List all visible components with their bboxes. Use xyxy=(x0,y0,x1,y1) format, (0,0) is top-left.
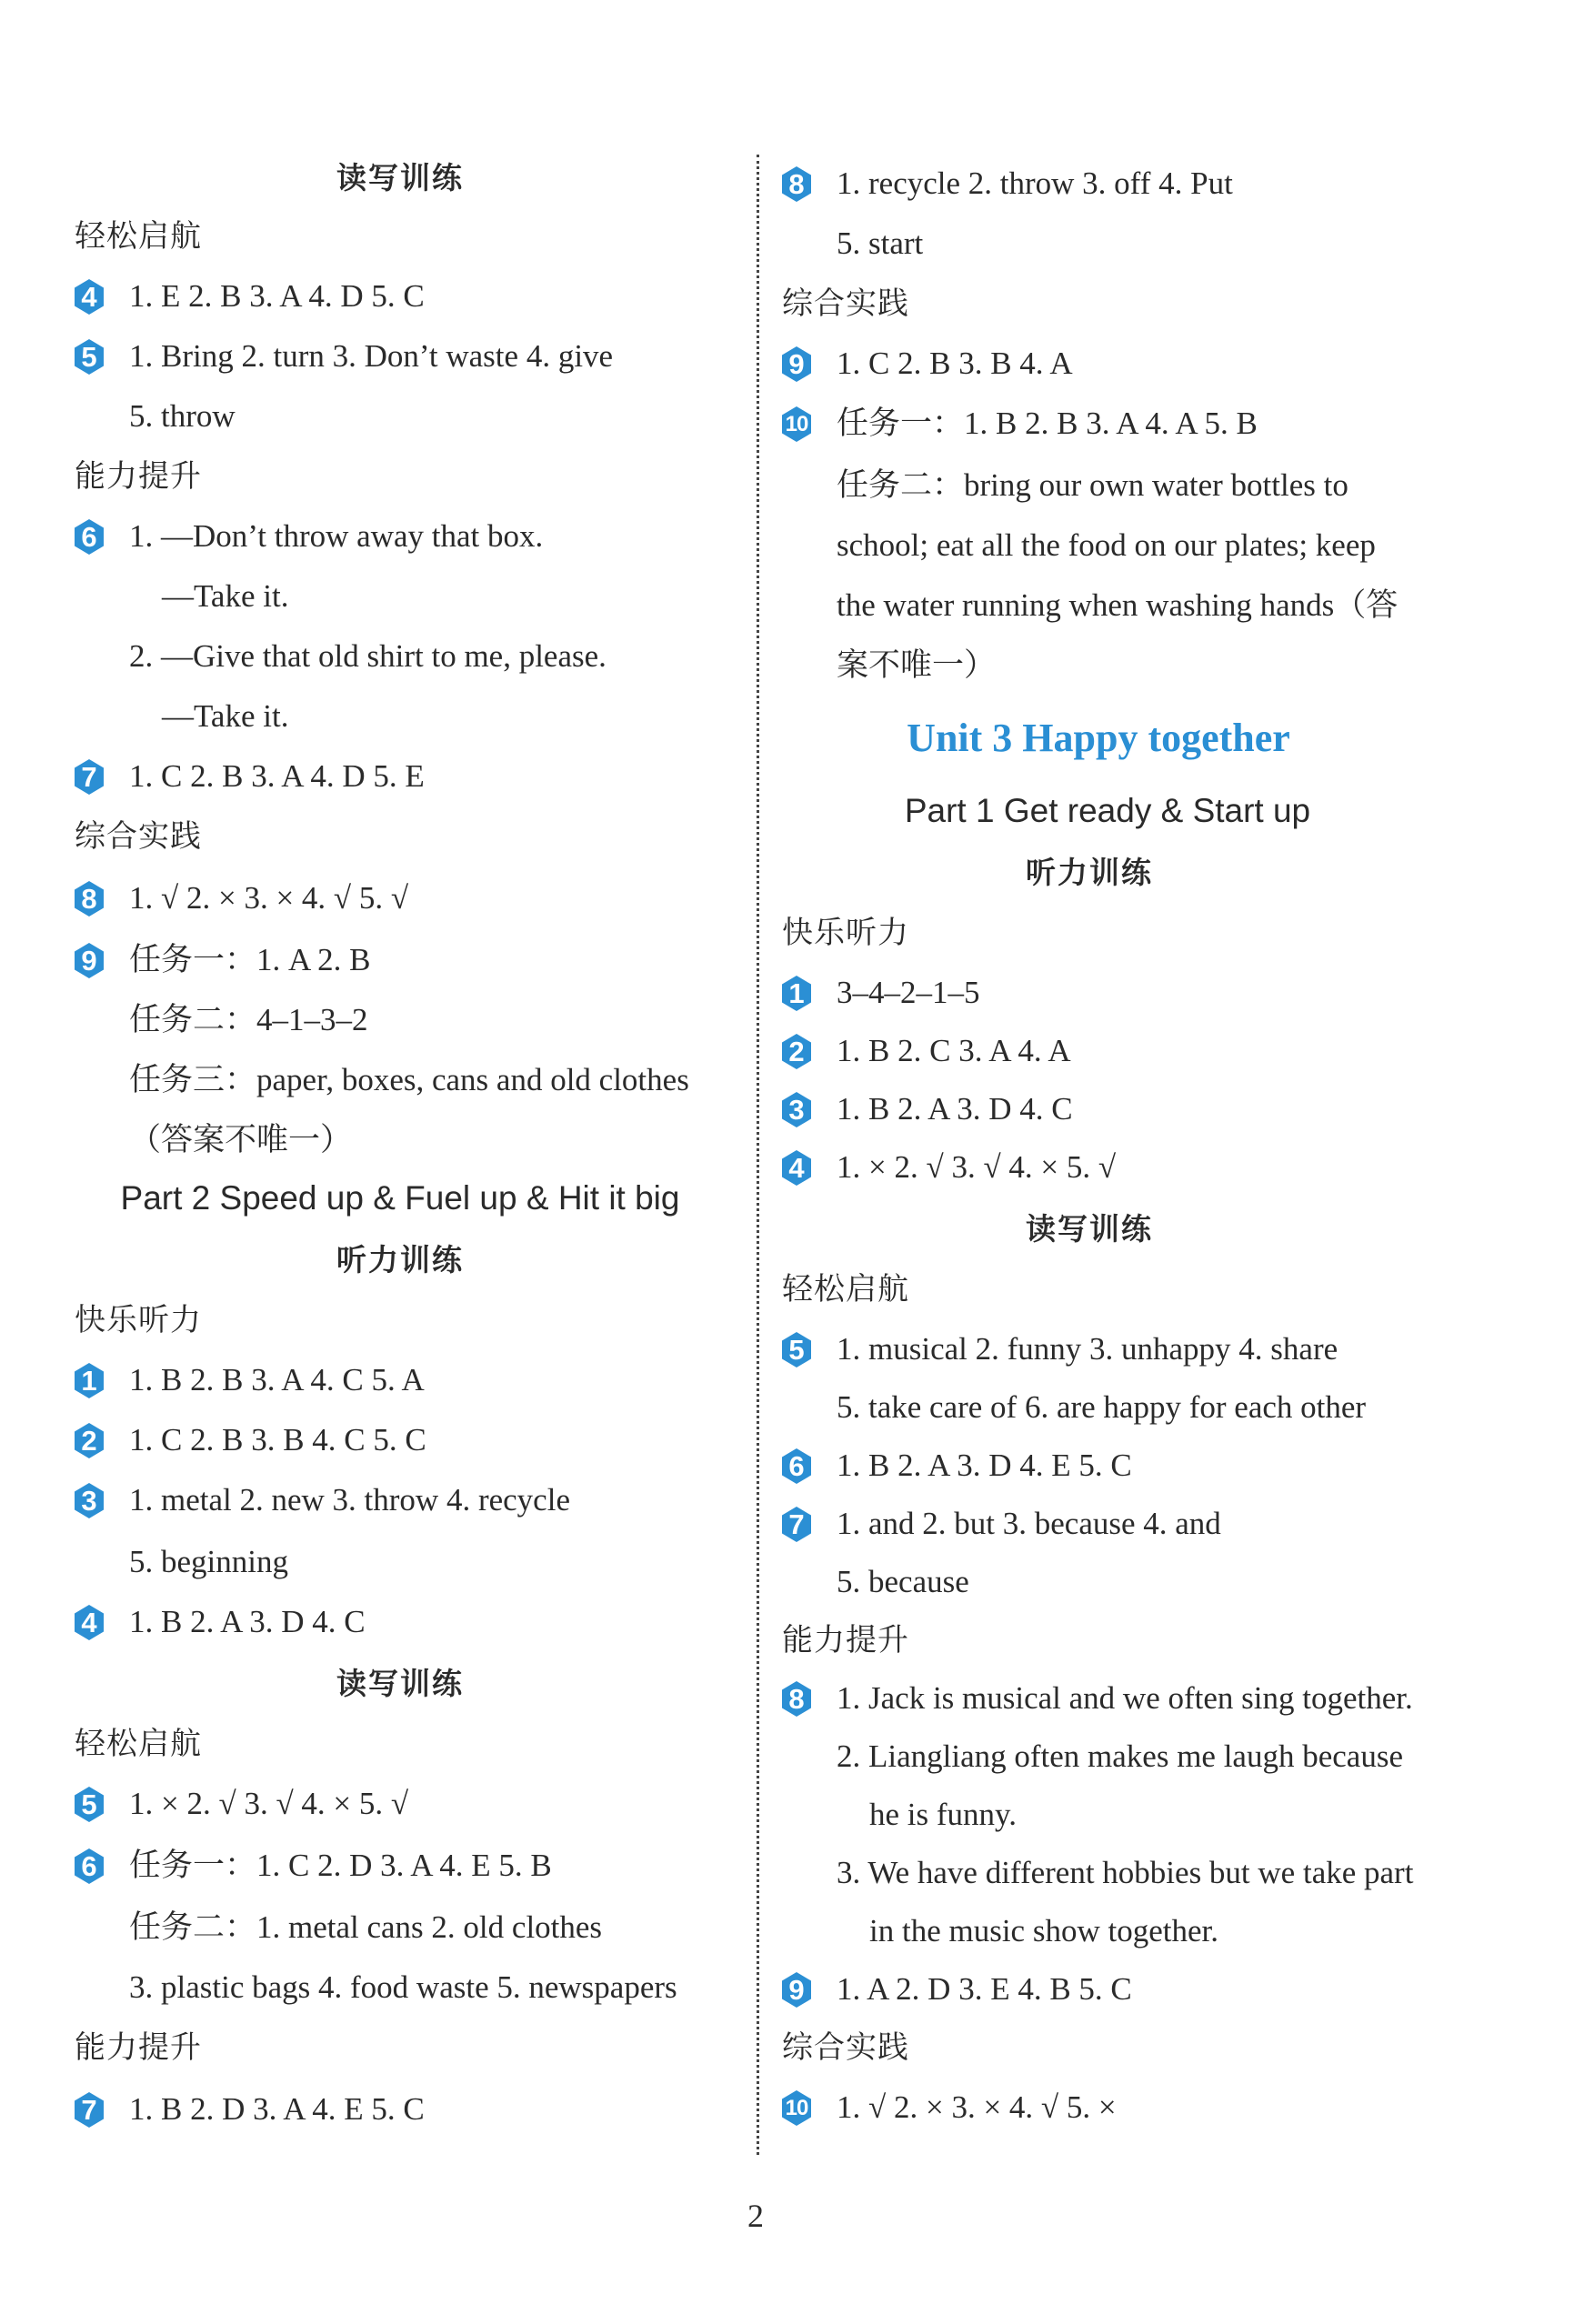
section-title: 能力提升 xyxy=(782,1622,909,1658)
section-title: 综合实践 xyxy=(75,818,202,855)
question-number-badge: 9 xyxy=(73,942,105,979)
answer-line: 1. and 2. but 3. because 4. and xyxy=(837,1506,1221,1541)
training-heading: 读写训练 xyxy=(336,160,464,195)
question-number-badge: 3 xyxy=(780,1091,813,1128)
answer-continuation: 3. plastic bags 4. food waste 5. newspapers xyxy=(129,1969,677,2005)
answer-line: 1. B 2. A 3. D 4. C xyxy=(129,1604,366,1639)
question-number-badge: 2 xyxy=(73,1422,105,1459)
answer-line: 任务一：1. A 2. B xyxy=(129,942,371,977)
answer-continuation: 5. because xyxy=(837,1564,969,1599)
question-number-badge: 4 xyxy=(73,278,105,316)
question-number-badge: 1 xyxy=(780,975,813,1012)
question-number-badge: 8 xyxy=(73,880,105,917)
question-number-badge: 8 xyxy=(780,165,813,203)
answer-line: 1. B 2. A 3. D 4. C xyxy=(837,1091,1073,1127)
answer-line: 3–4–2–1–5 xyxy=(837,975,980,1010)
question-number-badge: 9 xyxy=(780,1971,813,2008)
answer-line: 1. B 2. D 3. A 4. E 5. C xyxy=(129,2091,425,2127)
column-divider xyxy=(757,155,759,2155)
section-title: 轻松启航 xyxy=(782,1271,909,1307)
answer-continuation: 任务二：1. metal cans 2. old clothes xyxy=(129,1909,603,1945)
page-number: 2 xyxy=(747,2198,764,2234)
question-number-badge: 10 xyxy=(780,2089,813,2127)
training-heading: 听力训练 xyxy=(1026,855,1153,890)
answer-line: 1. C 2. B 3. A 4. D 5. E xyxy=(129,758,425,794)
answer-line: 1. —Don’t throw away that box. xyxy=(129,518,544,554)
section-title: 轻松启航 xyxy=(75,218,202,255)
question-number-badge: 4 xyxy=(73,1604,105,1641)
answer-line: 1. B 2. C 3. A 4. A xyxy=(837,1033,1071,1068)
answer-continuation: 5. beginning xyxy=(129,1544,288,1579)
question-number-badge: 9 xyxy=(780,346,813,383)
answer-continuation: —Take it. xyxy=(162,698,289,734)
answer-line: 任务一：1. B 2. B 3. A 4. A 5. B xyxy=(837,406,1258,441)
answer-line: 1. × 2. √ 3. √ 4. × 5. √ xyxy=(129,1786,409,1821)
question-number-badge: 8 xyxy=(780,1680,813,1718)
answer-continuation: 任务二：4–1–3–2 xyxy=(129,1002,368,1037)
part-title: Part 2 Speed up & Fuel up & Hit it big xyxy=(120,1179,680,1217)
section-title: 综合实践 xyxy=(782,285,909,322)
answer-continuation: （答案不唯一） xyxy=(129,1122,353,1157)
question-number-badge: 6 xyxy=(73,1848,105,1885)
section-title: 能力提升 xyxy=(75,2029,202,2066)
answer-continuation: 5. throw xyxy=(129,398,236,434)
answer-continuation: 案不唯一） xyxy=(837,647,997,683)
question-number-badge: 1 xyxy=(73,1362,105,1399)
answer-continuation: the water running when washing hands（答 xyxy=(837,587,1399,623)
question-number-badge: 2 xyxy=(780,1033,813,1070)
answer-line: 1. √ 2. × 3. × 4. √ 5. √ xyxy=(129,880,409,916)
answer-line: 1. B 2. B 3. A 4. C 5. A xyxy=(129,1362,425,1397)
section-title: 快乐听力 xyxy=(782,915,909,951)
answer-line: 1. recycle 2. throw 3. off 4. Put xyxy=(837,165,1233,201)
answer-continuation: 2. Liangliang often makes me laugh because xyxy=(837,1738,1403,1774)
answer-continuation: he is funny. xyxy=(869,1797,1018,1832)
question-number-badge: 7 xyxy=(780,1506,813,1543)
section-title: 能力提升 xyxy=(75,458,202,495)
question-number-badge: 5 xyxy=(73,338,105,376)
training-heading: 读写训练 xyxy=(336,1666,464,1701)
answer-line: 1. metal 2. new 3. throw 4. recycle xyxy=(129,1482,570,1518)
question-number-badge: 5 xyxy=(73,1786,105,1823)
answer-line: 1. × 2. √ 3. √ 4. × 5. √ xyxy=(837,1149,1117,1185)
question-number-badge: 4 xyxy=(780,1149,813,1187)
answer-continuation: 5. take care of 6. are happy for each other xyxy=(837,1389,1367,1425)
question-number-badge: 7 xyxy=(73,2091,105,2129)
question-number-badge: 6 xyxy=(780,1447,813,1485)
answer-line: 1. A 2. D 3. E 4. B 5. C xyxy=(837,1971,1132,2007)
question-number-badge: 10 xyxy=(780,406,813,443)
answer-line: 1. Jack is musical and we often sing together. xyxy=(837,1680,1413,1716)
question-number-badge: 7 xyxy=(73,758,105,796)
section-title: 快乐听力 xyxy=(75,1302,202,1338)
answer-line: 1. musical 2. funny 3. unhappy 4. share xyxy=(837,1331,1338,1367)
section-title: 综合实践 xyxy=(782,2029,909,2066)
question-number-badge: 3 xyxy=(73,1482,105,1519)
answer-line: 1. Bring 2. turn 3. Don’t waste 4. give xyxy=(129,338,614,374)
question-number-badge: 6 xyxy=(73,518,105,556)
answer-line: 1. √ 2. × 3. × 4. √ 5. × xyxy=(837,2089,1117,2125)
unit-title: Unit 3 Happy together xyxy=(907,716,1290,760)
answer-continuation: school; eat all the food on our plates; keep xyxy=(837,527,1376,563)
answer-continuation: 2. —Give that old shirt to me, please. xyxy=(129,638,607,674)
answer-continuation: —Take it. xyxy=(162,578,289,614)
answer-continuation: in the music show together. xyxy=(869,1913,1218,1948)
answer-line: 1. E 2. B 3. A 4. D 5. C xyxy=(129,278,425,314)
answer-continuation: 任务三：paper, boxes, cans and old clothes xyxy=(129,1062,689,1097)
answer-continuation: 5. start xyxy=(837,225,924,261)
answer-line: 1. B 2. A 3. D 4. E 5. C xyxy=(837,1447,1132,1483)
answer-line: 1. C 2. B 3. B 4. C 5. C xyxy=(129,1422,426,1458)
training-heading: 读写训练 xyxy=(1026,1211,1153,1247)
answer-line: 任务一：1. C 2. D 3. A 4. E 5. B xyxy=(129,1848,552,1883)
answer-continuation: 3. We have different hobbies but we take part xyxy=(837,1855,1414,1890)
question-number-badge: 5 xyxy=(780,1331,813,1368)
answer-line: 1. C 2. B 3. B 4. A xyxy=(837,346,1073,381)
training-heading: 听力训练 xyxy=(336,1242,464,1277)
section-title: 轻松启航 xyxy=(75,1726,202,1762)
part-title: Part 1 Get ready & Start up xyxy=(904,792,1311,829)
answer-continuation: 任务二：bring our own water bottles to xyxy=(837,467,1348,503)
